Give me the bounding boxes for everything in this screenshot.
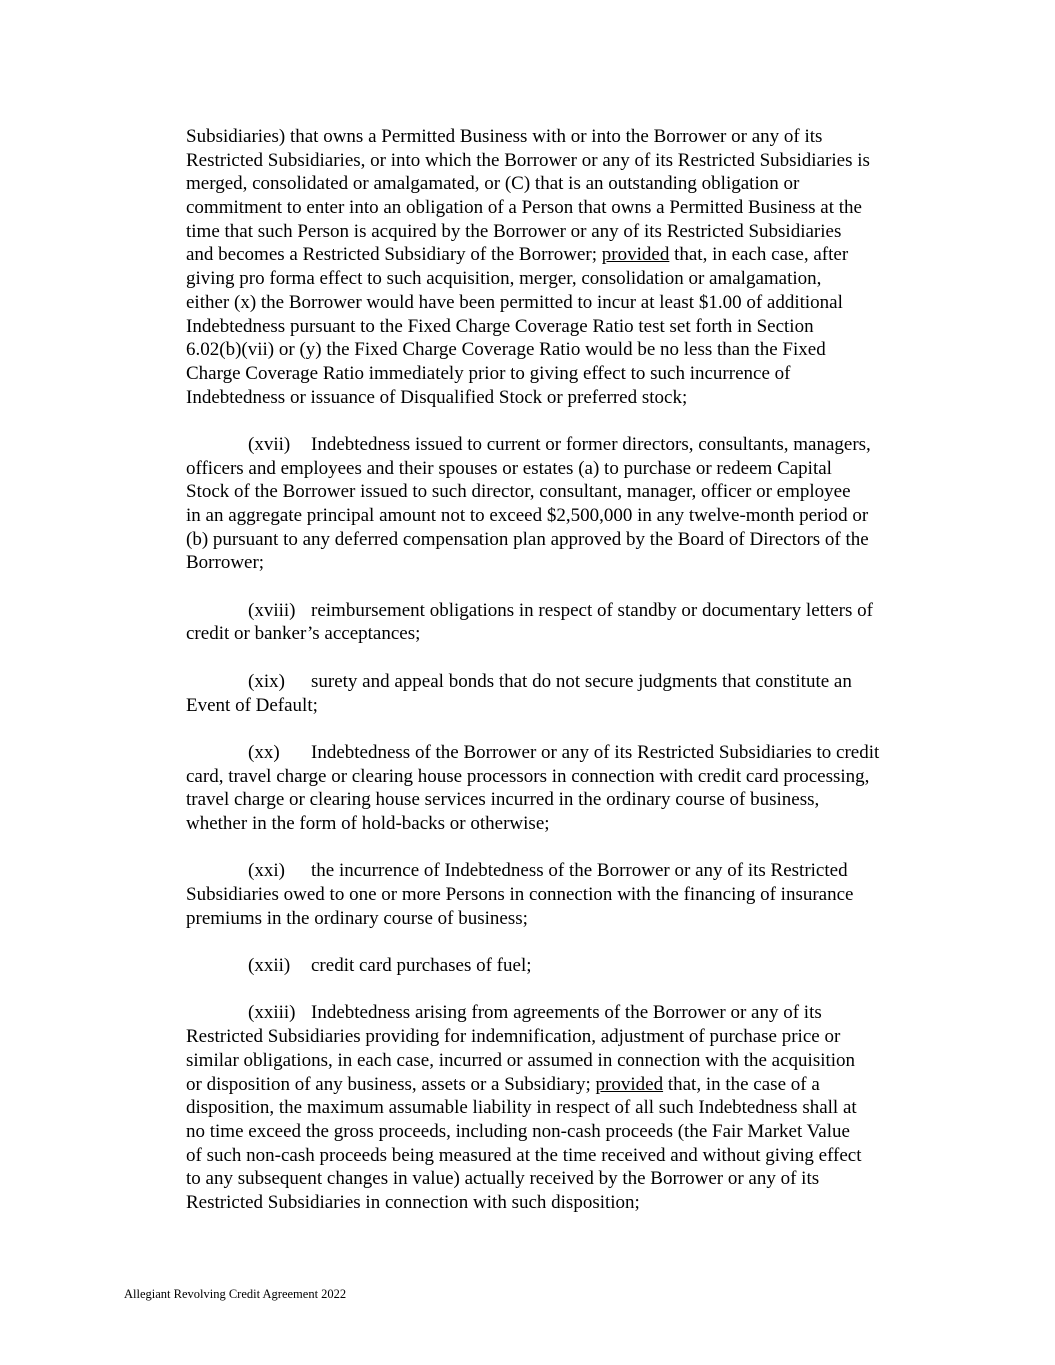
text-line (186, 551, 946, 575)
text-line (186, 220, 946, 244)
text-segment: premiums in the ordinary course of business; (186, 907, 528, 929)
text-segment: whether in the form of hold-backs or otherwise; (186, 812, 550, 834)
text-segment: Indebtedness arising from agreements of the Borrower or any of its (311, 1002, 822, 1024)
text-segment: credit or banker’s acceptances; (186, 623, 421, 645)
text-segment: time that such Person is acquired by the Borrower or any of its Restricted Subsidiaries (186, 220, 842, 242)
text-line (186, 741, 946, 765)
text-line (186, 528, 946, 552)
text-segment: credit card purchases of fuel; (311, 955, 532, 977)
text-segment: in an aggregate principal amount not to exceed $2,500,000 in any twelve-month period or (186, 505, 869, 526)
clause-paragraph (186, 433, 946, 575)
page-footer: Allegiant Revolving Credit Agreement 2022 (124, 1287, 347, 1301)
clause-paragraph (186, 954, 946, 978)
text-line (186, 1144, 946, 1168)
text-line (186, 338, 946, 362)
text-segment: Indebtedness pursuant to the Fixed Charge Coverage Ratio test set forth in Section (186, 315, 814, 337)
text-line (186, 1073, 946, 1097)
text-line (186, 362, 946, 386)
text-segment: the incurrence of Indebtedness of the Borrower or any of its Restricted (311, 860, 848, 882)
text-line (186, 954, 946, 978)
text-segment: surety and appeal bonds that do not secure judgments that constitute an (311, 670, 852, 692)
clause-paragraph (186, 670, 946, 717)
text-line (186, 243, 946, 267)
text-line (186, 812, 946, 836)
text-segment: Event of Default; (186, 694, 318, 716)
text-line (186, 457, 946, 481)
text-line (186, 788, 946, 812)
text-line (186, 1167, 946, 1191)
text-segment: card, travel charge or clearing house processors in connection with credit card processing, (186, 765, 870, 787)
text-line (186, 1191, 946, 1215)
clause-label: (xxi) (248, 860, 285, 882)
text-segment: merged, consolidated or amalgamated, or (C) that is an outstanding obligation or (186, 173, 800, 195)
text-segment: Restricted Subsidiaries in connection with such disposition; (186, 1191, 640, 1213)
text-segment: (b) pursuant to any deferred compensation plan approved by the Board of Directors of the (186, 528, 869, 550)
underlined-term: provided (595, 1073, 664, 1095)
text-line (186, 1096, 946, 1120)
continuation-paragraph (186, 125, 946, 409)
text-line (186, 433, 946, 457)
text-line (186, 315, 946, 339)
text-segment: Indebtedness or issuance of Disqualified Stock or preferred stock; (186, 386, 688, 408)
text-segment: officers and employees and their spouses or estates (a) to purchase or redeem Capital (186, 457, 832, 479)
text-line (186, 386, 946, 410)
text-line (186, 883, 946, 907)
text-segment: Charge Coverage Ratio immediately prior to giving effect to such incurrence of (186, 362, 791, 384)
text-line (186, 1025, 946, 1049)
text-segment: similar obligations, in each case, incurred or assumed in connection with the acquisition (186, 1049, 856, 1071)
clause-label: (xx) (248, 741, 280, 763)
text-line (186, 694, 946, 718)
text-line (186, 1120, 946, 1144)
text-segment: to any subsequent changes in value) actually received by the Borrower or any of its (186, 1168, 820, 1190)
text-segment: reimbursement obligations in respect of standby or documentary letters of (311, 599, 873, 621)
clause-label: (xvii) (248, 433, 291, 455)
text-line (186, 504, 946, 528)
text-segment: Restricted Subsidiaries, or into which the Borrower or any of its Restricted Subsidiaries is (186, 149, 870, 171)
text-segment: Restricted Subsidiaries providing for indemnification, adjustment of purchase price or (186, 1026, 841, 1048)
clause-label: (xviii) (248, 599, 296, 621)
text-segment: disposition, the maximum assumable liability in respect of all such Indebtedness shall at (186, 1097, 857, 1119)
text-segment: and becomes a Restricted Subsidiary of the Borrower; (186, 244, 602, 266)
document-body (186, 125, 946, 1238)
text-segment: 6.02(b)(vii) or (y) the Fixed Charge Coverage Ratio would be no less than the Fixed (186, 339, 826, 361)
clause-label: (xxii) (248, 955, 291, 977)
text-segment: that, in each case, after (669, 244, 849, 266)
text-line (186, 1049, 946, 1073)
underlined-term: provided (601, 244, 670, 266)
text-segment: commitment to enter into an obligation of a Person that owns a Permitted Business at the (186, 197, 862, 219)
text-segment: travel charge or clearing house services incurred in the ordinary course of business, (186, 789, 820, 811)
text-line (186, 859, 946, 883)
text-segment: Indebtedness issued to current or former directors, consultants, managers, (311, 433, 871, 455)
text-line (186, 907, 946, 931)
text-segment: no time exceed the gross proceeds, including non-cash proceeds (the Fair Market Value (186, 1120, 850, 1142)
text-segment: giving pro forma effect to such acquisition, merger, consolidation or amalgamation, (186, 268, 822, 290)
text-line (186, 267, 946, 291)
text-line (186, 196, 946, 220)
text-segment: Stock of the Borrower issued to such director, consultant, manager, officer or employee (186, 481, 851, 503)
text-line (186, 125, 946, 149)
text-segment: of such non-cash proceeds being measured at the time received and without giving effect (186, 1144, 862, 1166)
text-segment: that, in the case of a (663, 1073, 820, 1095)
text-line (186, 1001, 946, 1025)
text-segment: Borrower; (186, 552, 265, 574)
text-segment: either (x) the Borrower would have been permitted to incur at least $1.00 of additional (186, 291, 843, 313)
clause-paragraph (186, 599, 946, 646)
text-line (186, 670, 946, 694)
text-line (186, 172, 946, 196)
text-segment: Subsidiaries owed to one or more Persons in connection with the financing of insurance (186, 884, 854, 905)
text-line (186, 149, 946, 173)
text-segment: Indebtedness of the Borrower or any of its Restricted Subsidiaries to credit (311, 741, 880, 763)
text-line (186, 765, 946, 789)
text-line (186, 480, 946, 504)
clause-paragraph (186, 859, 946, 930)
text-segment: or disposition of any business, assets or a Subsidiary; (186, 1073, 596, 1095)
text-line (186, 599, 946, 623)
clause-label: (xix) (248, 670, 285, 692)
clause-paragraph (186, 741, 946, 836)
clause-paragraph (186, 1001, 946, 1214)
text-line (186, 291, 946, 315)
text-line (186, 622, 946, 646)
clause-label: (xxiii) (248, 1002, 296, 1024)
text-segment: Subsidiaries) that owns a Permitted Business with or into the Borrower or any of its (186, 126, 823, 147)
